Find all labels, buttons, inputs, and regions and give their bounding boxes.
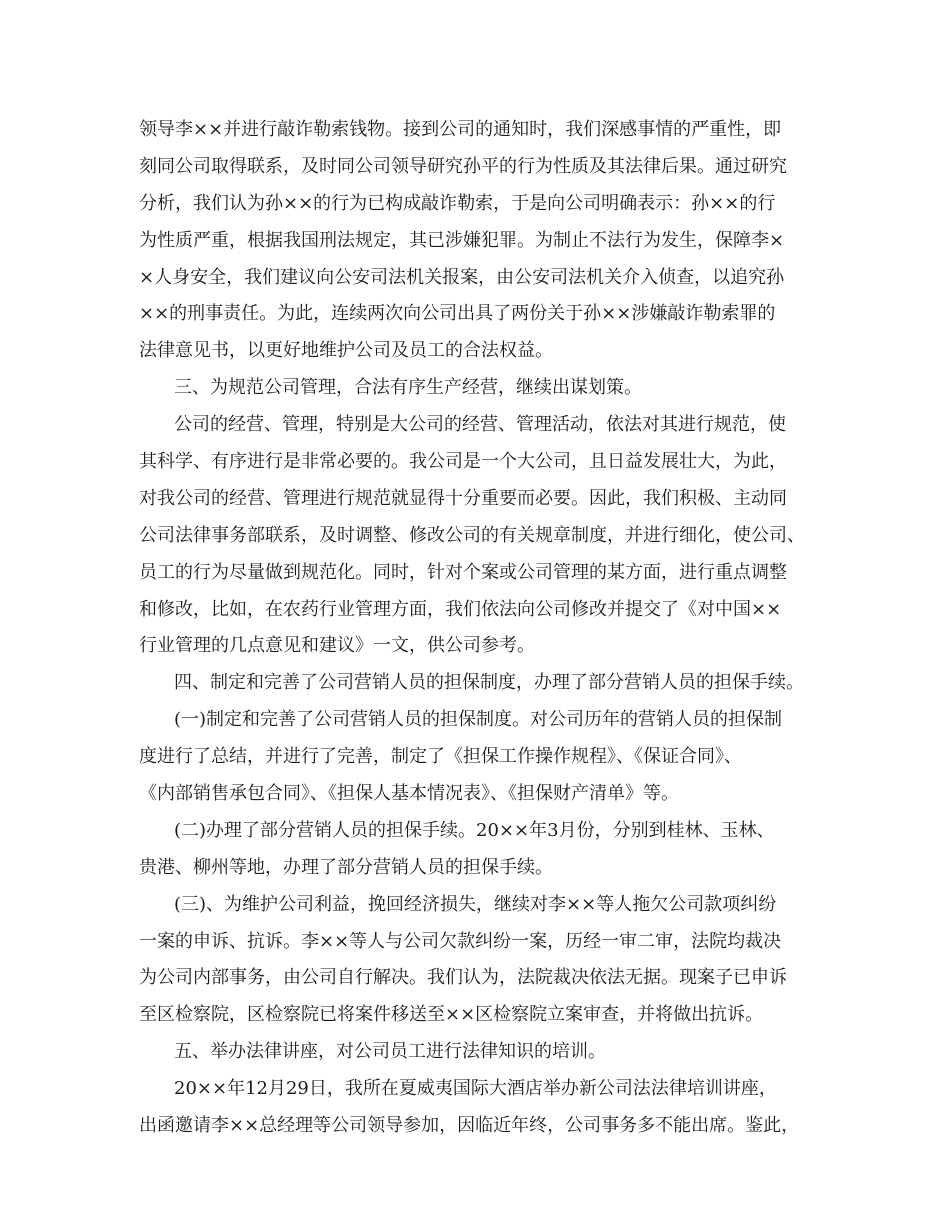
text-line: 出函邀请李××总经理等公司领导参加，因临近年终，公司事务多不能出席。鉴此，: [139, 1115, 800, 1137]
text-line: ×人身安全，我们建议向公安司法机关报案，由公安司法机关介入侦查，以追究孙: [139, 266, 785, 288]
text-line: 《内部销售承包合同》、《担保人基本情况表》、《担保财产清单》等。: [139, 783, 679, 805]
text-line: 至区检察院，区检察院已将案件移送至××区检察院立案审查，并将做出抗诉。: [139, 1004, 764, 1026]
text-line: 员工的行为尽量做到规范化。同时，针对个案或公司管理的某方面，进行重点调整: [139, 561, 787, 583]
text-line: ××的刑事责任。为此，连续两次向公司出具了两份关于孙××涉嫌敲诈勒索罪的: [139, 303, 776, 325]
text-line: 刻同公司取得联系，及时同公司领导研究孙平的行为性质及其法律后果。通过研究: [139, 155, 787, 177]
subsection-start: (一)制定和完善了公司营销人员的担保制度。对公司历年的营销人员的担保制: [174, 709, 783, 731]
paragraph-start: 公司的经营、管理，特别是大公司的经营、管理活动，依法对其进行规范，使: [174, 414, 786, 436]
text-line: 行业管理的几点意见和建议》一文，供公司参考。: [139, 635, 535, 657]
text-line: 为公司内部事务，由公司自行解决。我们认为，法院裁决依法无据。现案子已申诉: [139, 967, 787, 989]
text-line: 贵港、柳州等地，办理了部分营销人员的担保手续。: [139, 856, 553, 878]
text-line: 和修改，比如，在农药行业管理方面，我们依法向公司修改并提交了《对中国××: [139, 598, 782, 620]
subsection-start: (三)、为维护公司利益，挽回经济损失，继续对李××等人拖欠公司款项纠纷: [174, 893, 777, 915]
subsection-start: (二)办理了部分营销人员的担保手续。20××年3月份，分别到桂林、玉林、: [174, 819, 775, 841]
document-body: [139, 112, 819, 1145]
paragraph-start: 20××年12月29日，我所在夏威夷国际大酒店举办新公司法法律培训讲座，: [174, 1078, 777, 1100]
text-line: 为性质严重，根据我国刑法规定，其已涉嫌犯罪。为制止不法行为发生，保障李×: [139, 229, 785, 251]
text-line: 对我公司的经营、管理进行规范就显得十分重要而必要。因此，我们积极、主动同: [139, 487, 787, 509]
text-line: 分析，我们认为孙××的行为已构成敲诈勒索，于是向公司明确表示：孙××的行: [139, 192, 776, 214]
text-line: 领导李××并进行敲诈勒索钱物。接到公司的通知时，我们深感事情的严重性，即: [139, 119, 782, 140]
section-heading: 三、为规范公司管理，合法有序生产经营，继续出谋划策。: [174, 377, 642, 399]
section-heading: 四、制定和完善了公司营销人员的担保制度，办理了部分营销人员的担保手续。: [174, 672, 804, 694]
text-line: 公司法律事务部联系，及时调整、修改公司的有关规章制度，并进行细化，使公司、: [139, 524, 805, 546]
text-line: 度进行了总结，并进行了完善，制定了《担保工作操作规程》、《保证合同》、: [139, 746, 742, 768]
text-line: 一案的申诉、抗诉。李××等人与公司欠款纠纷一案，历经一审二审，法院均裁决: [139, 930, 782, 952]
text-line: 其科学、有序进行是非常必要的。我公司是一个大公司，且日益发展壮大，为此，: [139, 451, 787, 473]
text-line: 法律意见书，以更好地维护公司及员工的合法权益。: [139, 340, 553, 362]
section-heading: 五、举办法律讲座，对公司员工进行法律知识的培训。: [174, 1041, 606, 1063]
